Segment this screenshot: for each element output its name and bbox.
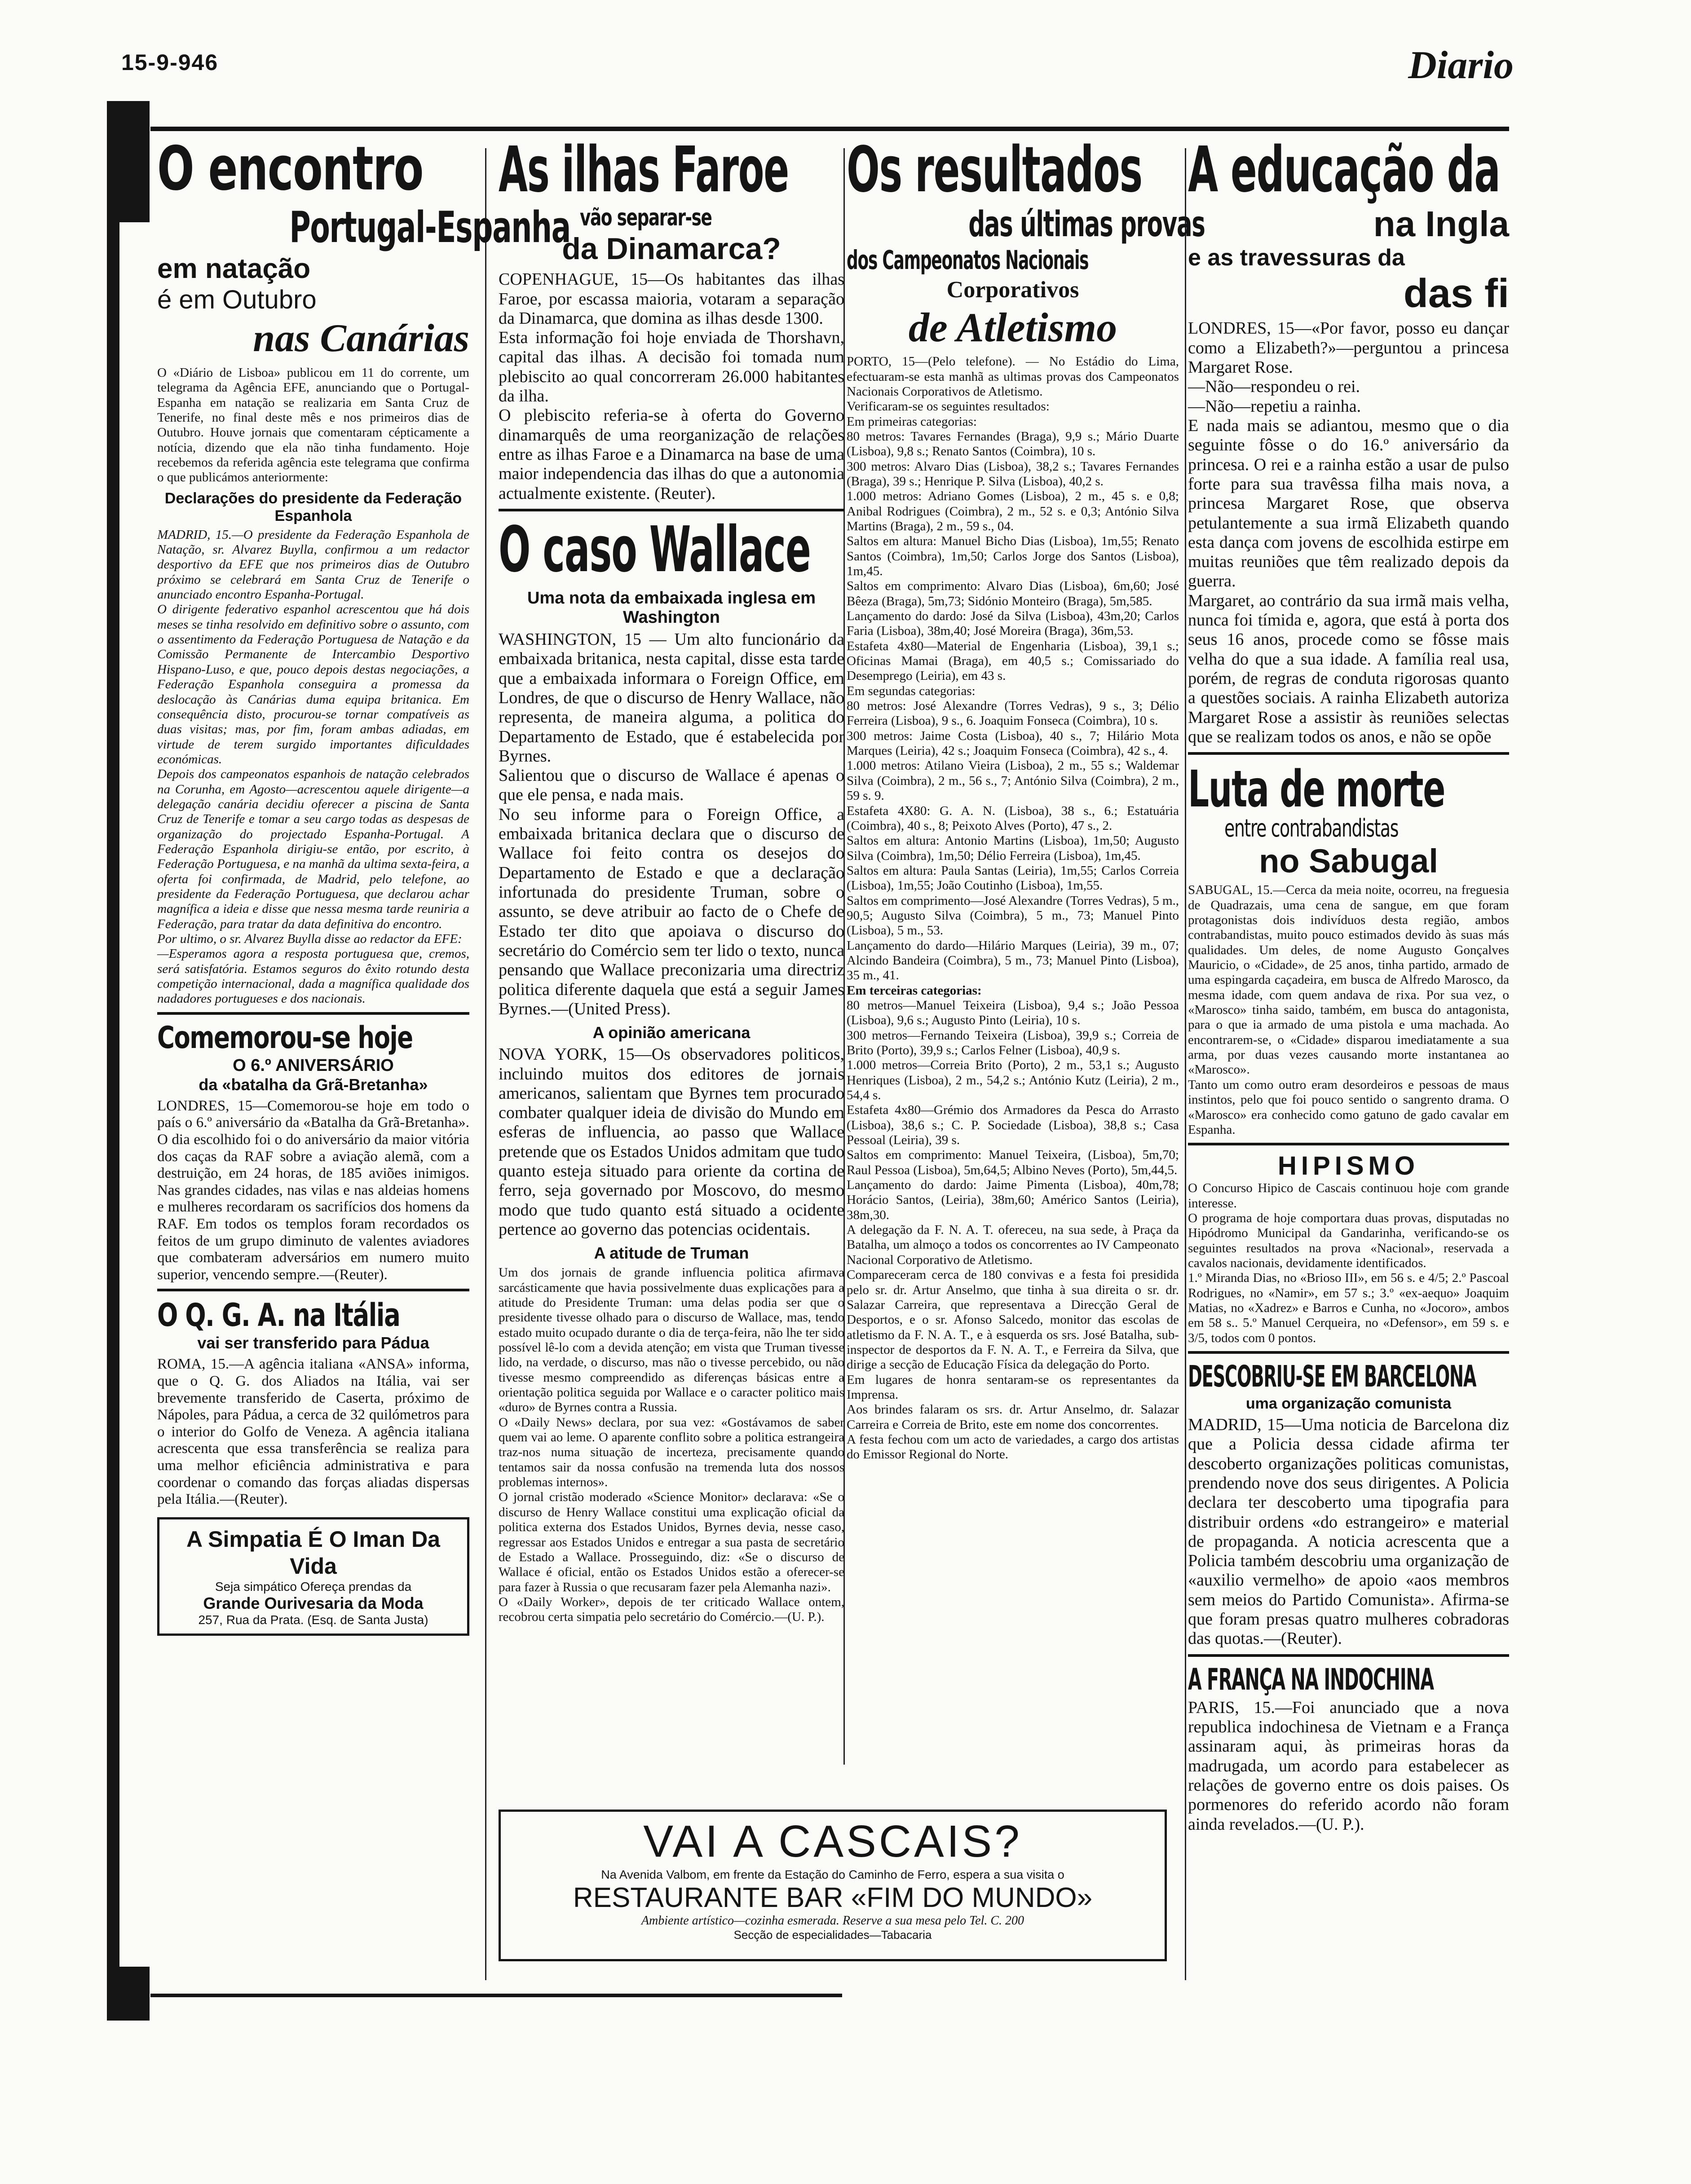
- paragraph: ROMA, 15.—A agência italiana «ANSA» informa, que o Q. G. dos Aliados na Itália, vai ser brevemente transferido de Caserta, próximo de Nápoles, para Pádua, a cerca de 32 quilómetros para o interior do Golfo de Veneza. A agência italiana acrescenta que essa transferência se realiza para uma melhor eficiência administrativa e para coordenar o comando das forças aliadas dispersas pela Itália.—(Reuter).: [157, 1356, 469, 1508]
- paragraph: Compareceram cerca de 180 convivas e a festa foi presidida pelo sr. dr. Artur Anselmo, que tinha à sua direita o sr. dr. Salazar Carreira, que representava a Direcção Geral de Desportos, e o sr. Afonso Salcedo, monitor das escolas de atletismo da F. N. A. T., e à esquerda os srs. José Batalha, sub-inspector de desportos da F. N. A. T., e Ferreira da Silva, que dirige a secção de Educação Física da delegação do Porto.: [847, 1268, 1179, 1372]
- paragraph: O dirigente federativo espanhol acrescentou que há dois meses se tinha resolvido em definitivo sobre o assunto, com o assentimento da Federação Portuguesa de Natação e da Comissão Permanente de Intercambio Desportivo Hispano-Luso, e que, pouco depois destas negociações, a Federação Espanhola conseguira a promessa da deslocação às Canárias duma equipa britanica. Em consequência disto, procurou-se tornar compatíveis as duas visitas; mas, por fim, foram ambas adiadas, em virtude de terem surgido importantes dificuldades económicas.: [157, 602, 469, 766]
- divider: [157, 1289, 469, 1291]
- paragraph: NOVA YORK, 15—Os observadores politicos, incluindo muitos dos editores de jornais americanos, salientam que Byrnes tem procurado combater qualquer ideia de divisão do Mundo em esferas de influencia, ao passo que Wallace pretende que os Estados Unidos admitam que tudo quanto esteja situado para oriente da cortina de ferro, seja governado por Moscovo, do mesmo modo que tudo quanto está situado a ocidente pertence ao governo das potencias ocidentais.: [499, 1045, 844, 1239]
- article-educacao: [1188, 133, 1509, 1834]
- subheadline: das últimas provas: [968, 204, 1205, 245]
- headline: Os resultados: [847, 133, 1142, 207]
- headline: O encontro: [157, 133, 423, 204]
- subheadline: O 6.º ANIVERSÁRIO: [233, 1056, 394, 1075]
- paragraph: —Não—respondeu o rei.: [1188, 377, 1360, 396]
- section-headline: HIPISMO: [1278, 1151, 1419, 1181]
- subheadline: de Atletismo: [908, 304, 1117, 351]
- subheadline: em natação: [157, 253, 311, 284]
- subheadline: na Ingla: [1373, 204, 1509, 244]
- paragraph: WASHINGTON, 15 — Um alto funcionário da embaixada britanica, nesta capital, disse esta tarde que a embaixada informara o Foreign Office, em Londres, de que o discurso de Henry Wallace, não representa, de maneira alguma, a politica do Departamento de Estado, que é estabelecida por Byrnes.: [499, 630, 844, 766]
- paragraph: A delegação da F. N. A. T. ofereceu, na sua sede, à Praça da Batalha, um almoço a todos os concorrentes ao IV Campeonato Nacional Corporativo de Atletismo.: [847, 1223, 1179, 1267]
- paragraph: —Esperamos agora a resposta portuguesa que, cremos, será satisfatória. Estamos seguros do êxito rotundo desta competição internacional, dada a magnífica qualidade dos nadadores portugueses e dos nacionais.: [157, 947, 469, 1006]
- paragraph: Estafeta 4x80—Grémio dos Armadores da Pesca do Arrasto (Lisboa), 38,6 s.; C. P. Sociedade (Lisboa), 38,8 s.; Casa Pessoal (Leiria), 39 s.: [847, 1103, 1179, 1148]
- paragraph: 1.º Miranda Dias, no «Brioso III», em 56 s. e 4/5; 2.º Pascoal Rodrigues, no «Namir», em 57 s.; 3.º «ex-aequo» Joaquim Matias, no «Xadrez» e Barros e Cunha, no «Jocoro», ambos em 58 s.. 5.º Manuel Cerqueira, no «Defensor», em 59 s. e 3/5, todos com 0 pontos.: [1188, 1271, 1509, 1345]
- paragraph: O programa de hoje comportara duas provas, disputadas no Hipódromo Municipal da Gandarinha, verificando-se os seguintes resultados na prova «Nacional», reservada a cavalos nacionais, devidamente identificados.: [1188, 1211, 1509, 1270]
- paragraph: PARIS, 15.—Foi anunciado que a nova republica indochinesa de Vietnam e a França assinaram aqui, às primeiras horas da madrugada, um acordo para estabelecer as relações de governo entre os dois paises. Os pormenores do referido acordo não foram ainda revelados.—(U. P.).: [1188, 1698, 1509, 1834]
- paragraph: Verificaram-se os seguintes resultados:: [847, 399, 1050, 414]
- subheadline: da «batalha da Grã-Bretanha»: [199, 1075, 428, 1094]
- paragraph: E nada mais se adiantou, mesmo que o dia seguinte fôsse o do 16.º aniversário da princesa. O rei e a rainha estão a usar de pulso forte para sua travêssa filha mais nova, a princesa Margaret Rose, que observa petulantemente a sua irmã Elizabeth quando esta dança com jovens de escolhida estirpe em muitas reuniões que têm realizado depois da guerra.: [1188, 416, 1509, 591]
- paragraph: Estafeta 4x80—Material de Engenharia (Lisboa), 39,1 s.; Oficinas Mamai (Braga), em 40,5 s.; Comissariado do Desemprego (Leiria), em 43 s.: [847, 638, 1179, 683]
- paragraph: Aos brindes falaram os srs. dr. Artur Anselmo, dr. Salazar Carreira e Correia de Brito, este em nome dos concorrentes.: [847, 1402, 1179, 1432]
- subheadline: uma organização comunista: [1245, 1395, 1452, 1412]
- bottom-left-marker: [107, 1967, 150, 2021]
- subheadline: dos Campeonatos Nacionais: [847, 245, 1089, 275]
- headline: DESCOBRIU-SE EM BARCELONA: [1188, 1359, 1476, 1394]
- paragraph: Em segundas categorias:: [847, 683, 976, 698]
- ad-title: A Simpatia É O Iman Da Vida: [186, 1526, 440, 1579]
- paragraph: PORTO, 15—(Pelo telefone). — No Estádio do Lima, efectuaram-se esta manhã as ultimas provas dos Campeonatos Nacionais Corporativos de Atletismo.: [847, 354, 1179, 399]
- section-title: Declarações do presidente da Federação Espanhola: [164, 489, 462, 524]
- divider: [1188, 1143, 1509, 1145]
- section-title: A atitude de Truman: [594, 1244, 749, 1263]
- headline: Luta de morte: [1188, 760, 1445, 819]
- article-natacao: [157, 133, 570, 1636]
- subheadline: Corporativos: [946, 277, 1079, 303]
- paragraph: LONDRES, 15—«Por favor, posso eu dançar como a Elizabeth?»—perguntou a princesa Margaret Rose.: [1188, 319, 1509, 377]
- paragraph: Em terceiras categorias:: [847, 983, 982, 998]
- column-rule: [485, 148, 486, 1980]
- divider: [157, 1012, 469, 1015]
- divider: [1188, 1654, 1509, 1657]
- subheadline: nas Canárias: [253, 316, 469, 360]
- subheadline: entre contrabandistas: [1224, 814, 1399, 843]
- ad-title: VAI A CASCAIS?: [643, 1816, 1022, 1867]
- advertisement: [157, 1517, 469, 1636]
- divider: [499, 509, 844, 511]
- paragraph: Lançamento do dardo: José da Silva (Lisboa), 43m,20; Carlos Faria (Lisboa), 38m,40; José Moreira (Braga), 36m,53.: [847, 609, 1179, 638]
- paragraph: O «Daily Worker», depois de ter criticado Wallace ontem, recobrou certa simpatia pelo secretário do Comércio.—(U. P.).: [499, 1594, 844, 1625]
- headline: As ilhas Faroe: [499, 133, 789, 207]
- ad-text: Ambiente artístico—cozinha esmerada. Reserve a sua mesa pelo Tel. C. 200: [641, 1914, 1024, 1928]
- paragraph: Por ultimo, o sr. Alvarez Buylla disse ao redactor da EFE:: [157, 932, 462, 946]
- ad-text: RESTAURANTE BAR «FIM DO MUNDO»: [573, 1882, 1093, 1913]
- paragraph: —Não—repetiu a rainha.: [1188, 396, 1361, 416]
- issue-date: 15-9-946: [121, 50, 219, 75]
- masthead: Diario: [1408, 44, 1514, 87]
- subheadline: e as travessuras da: [1188, 245, 1405, 271]
- paragraph: O plebiscito referia-se à oferta do Governo dinamarquês de uma reorganização de relações entre as ilhas Faroe e a Dinamarca na base de uma maior independencia das ilhas do que a autonomia actualmente existente. (Reuter).: [499, 406, 844, 503]
- paragraph: Saltos em comprimento—José Alexandre (Torres Vedras), 5 m., 90,5; Augusto Silva (Coimbra), 5 m., 73; Manuel Pinto (Lisboa), 5 m., 53.: [847, 893, 1179, 938]
- paragraph: 1.000 metros—Correia Brito (Porto), 2 m., 53,1 s.; Augusto Henriques (Lisboa), 2 m., 54,2 s.; António Kutz (Leiria), 2 m., 54,4 s.: [847, 1058, 1179, 1103]
- subheadline: vai ser transferido para Pádua: [197, 1334, 429, 1352]
- ad-text: Seja simpático Ofereça prendas da: [215, 1579, 412, 1594]
- divider: [1188, 1351, 1509, 1354]
- paragraph: Lançamento do dardo: Jaime Pimenta (Lisboa), 40m,78; Horácio Santos, (Leiria), 38m,60; Américo Santos (Leiria), 38m,30.: [847, 1178, 1179, 1222]
- paragraph: Margaret, ao contrário da sua irmã mais velha, nunca foi tímida e, agora, que está à porta dos seus 16 anos, procede como se fôsse mais velha do que a sua idade. A família real usa, porém, de regras de conduta rigorosas quanto a questões sociais. A rainha Elizabeth autoriza Margaret Rose a assistir às reuniões selectas que se realizam todos os anos, e não se opõe: [1188, 591, 1509, 746]
- paragraph: MADRID, 15.—O presidente da Federação Espanhola de Natação, sr. Alvarez Buylla, confirmou a um redactor desportivo da EFE que nos primeiros dias de Outubro próximo se celebrará em Santa Cruz de Tenerife o anunciado encontro Espanha-Portugal.: [157, 527, 469, 602]
- section-title: A opinião americana: [592, 1023, 751, 1042]
- paragraph: Em lugares de honra sentaram-se os representantes da Imprensa.: [847, 1372, 1179, 1402]
- paragraph: O jornal cristão moderado «Science Monitor» declarava: «Se o discurso de Henry Wallace constitui uma explicação oficial da politica externa dos Estados Unidos, Byrnes devia, nesse caso, regressar aos Estados Unidos e entregar a sua pasta de secretário de Estado a Wallace. Prosseguindo, diz: «Se o discurso de Wallace é oficial, então os Estados Unidos estão a oferecer-se para fazer à Russia o que recusaram fazer pela Alemanha nazi».: [499, 1490, 844, 1594]
- subheadline: vão separar-se: [580, 204, 712, 231]
- paragraph: 300 metros—Fernando Teixeira (Lisboa), 39,9 s.; Correia de Brito (Porto), 39,9 s.; Carlos Felner (Lisboa), 40,9 s.: [847, 1028, 1179, 1057]
- paragraph: Um dos jornais de grande influencia politica afirmava sarcásticamente que havia possivelmente duas explicações para a atitude do Presidente Truman: uma delas podia ser que o presidente tivesse olhado para o discurso de Wallace, mas, tendo estado muito ocupado durante o dia de terça-feira, não lhe ter sido possível lê-lo com a devida atenção; em vista que Truman tivesse lido, na verdade, o discurso, mas não o tivesse percebido, ou não tivesse mesmo compreendido as diferenças básicas entre a orientação politica seguida por Wallace e o caracter politico mais «duro» de Byrnes contra a Russia.: [499, 1265, 844, 1415]
- paragraph: Saltos em altura: Paula Santas (Leiria), 1m,55; Carlos Correia (Lisboa), 1m,55; João Coutinho (Lisboa), 1m,55.: [847, 863, 1179, 893]
- article-faroe: [499, 133, 844, 1625]
- paragraph: 80 metros—Manuel Teixeira (Lisboa), 9,4 s.; João Pessoa (Lisboa), 9,6 s.; Augusto Pinto (Leiria), 10 s.: [847, 998, 1179, 1028]
- divider: [1188, 752, 1509, 755]
- paragraph: Tanto um como outro eram desordeiros e pessoas de maus instintos, pelo que foi pouco sentido o sangrento drama. O «Marosco» era conhecido como gatuno de gado cavalar em Espanha.: [1188, 1077, 1509, 1137]
- column-rule: [1185, 148, 1186, 1980]
- headline: O Q. G. A. na Itália: [157, 1297, 400, 1334]
- left-border-bar: [107, 139, 119, 2003]
- paragraph: Saltos em comprimento: Manuel Teixeira, (Lisboa), 5m,70; Raul Pessoa (Lisboa), 5m,64,5; Albino Neves (Porto), 5m,44,5.: [847, 1148, 1179, 1177]
- paragraph: Estafeta 4X80: G. A. N. (Lisboa), 38 s., 6.; Estatuária (Coimbra), 40 s., 8; Peixoto Alves (Porto), 47 s., 2.: [847, 803, 1179, 833]
- paragraph: 1.000 metros: Atilano Vieira (Lisboa), 2 m., 55 s.; Waldemar Silva (Coimbra), 2 m., 56 s., 7; António Silva (Coimbra), 2 m., 59 s. 9.: [847, 758, 1179, 803]
- subheadline: da Dinamarca?: [562, 232, 781, 266]
- paragraph: Esta informação foi hoje enviada de Thorshavn, capital das ilhas. A decisão foi tomada num plebiscito ao qual concorreram 26.000 habitantes da ilha.: [499, 328, 844, 406]
- paragraph: A festa fechou com um acto de variedades, a cargo dos artistas do Emissor Regional do Norte.: [847, 1432, 1179, 1462]
- subheadline: Uma nota da embaixada inglesa em Washington: [527, 588, 816, 627]
- ad-text: Grande Ourivesaria da Moda: [203, 1594, 424, 1612]
- paragraph: O Concurso Hipico de Cascais continuou hoje com grande interesse.: [1188, 1181, 1509, 1211]
- subheadline: no Sabugal: [1259, 842, 1438, 880]
- subheadline: é em Outubro: [157, 285, 317, 315]
- paragraph: Em primeiras categorias:: [847, 414, 977, 429]
- ad-text: Secção de especialidades—Tabacaria: [733, 1928, 932, 1942]
- top-rule: [150, 127, 1509, 131]
- paragraph: Lançamento do dardo—Hilário Marques (Leiria), 39 m., 07; Alcindo Bandeira (Coimbra), 5 m., 73; Manuel Pinto (Lisboa), 35 m., 41.: [847, 938, 1179, 983]
- paragraph: O «Daily News» declara, por sua vez: «Gostávamos de saber quem vai ao leme. O aparente conflito sobre a politica estrangeira traz-nos numa situação de incerteza, precisamente quando tentamos sair da nossa confusão na tremenda luta dos nossos problemas internos».: [499, 1415, 844, 1490]
- paragraph: LONDRES, 15—Comemorou-se hoje em todo o país o 6.º aniversário da «Batalha da Grã-Bretanha». O dia escolhido foi o do aniversário da maior vitória dos caças da RAF sobre a aviação alemã, com a destruição, em 24 horas, de 185 aviões inimigos. Nas grandes cidades, nas vilas e nas aldeias homens e mulheres recordaram os sacrifícios dos homens da RAF. Em todos os templos foram recordados os feitos de um grupo diminuto de valentes aviadores que combateram adversários em numero muito superior, vencendo sempre.—(Reuter).: [157, 1097, 469, 1283]
- paragraph: 80 metros: José Alexandre (Torres Vedras), 9 s., 3; Délio Ferreira (Lisboa), 9 s., 6. Joaquim Fonseca (Coimbra), 10 s.: [847, 699, 1179, 728]
- article-atletismo: [847, 133, 1205, 1462]
- paragraph: SABUGAL, 15.—Cerca da meia noite, ocorreu, na freguesia de Quadrazais, uma cena de sangue, em que foram protagonistas dois indivíduos desta região, ambos contrabandistas, muito pouco estimados devido às suas más qualidades. Um deles, de nome Augusto Gonçalves Mauricio, o «Cidade», de 25 anos, tinha partido, armado de uma espingarda caçadeira, em busca de Alfredo Marosco, da mesma idade, com quem andava de rixa. Por sua vez, o «Marosco» tinha saido, também, em busca do antagonista, para o que ia armado de uma pistola e uma machada. Ao encontrarem-se, o «Cidade» disparou imediatamente a sua arma, por duas vezes causando morte instantanea ao «Marosco».: [1188, 883, 1509, 1077]
- paragraph: MADRID, 15—Uma noticia de Barcelona diz que a Policia dessa cidade afirma ter descoberto organizações politicas comunistas, prendendo nove dos seus dirigentes. A Policia declara ter descoberto uma tipografia para distribuir ordens «do estrangeiro» e material de propaganda. A noticia acrescenta que a Policia também descobriu uma organização de «auxilio vermelho» de apoio «aos membros sem meios do Partido Comunista». Afirma-se que foram presas quatro mulheres cobradoras das quotas.—(Reuter).: [1188, 1415, 1509, 1648]
- headline: A educação da: [1188, 133, 1500, 207]
- paragraph: COPENHAGUE, 15—Os habitantes das ilhas Faroe, por escassa maioria, votaram a separação da Dinamarca, que domina as ilhas desde 1300.: [499, 270, 844, 328]
- paragraph: 1.000 metros: Adriano Gomes (Lisboa), 2 m., 45 s. e 0,8; Anibal Rodrigues (Coimbra), 2 m., 52 s. e 0,3; António Silva Martins (Braga), 2 m., 59 s., 04.: [847, 489, 1179, 533]
- headline: O caso Wallace: [499, 513, 811, 586]
- subheadline: das fi: [1403, 271, 1509, 317]
- paragraph: Salientou que o discurso de Wallace é apenas o que ele pensa, e nada mais.: [499, 766, 844, 805]
- paragraph: Depois dos campeonatos espanhois de natação celebrados na Corunha, em Agosto—acrescentou aquele dirigente—a delegação canária decidiu oferecer a piscina de Santa Cruz de Tenerife e tomar a seu cargo todas as despesas de organização do projectado Espanha-Portugal. A Federação Espanhola dirigiu-se então, por escrito, à Federação Portuguesa, e na manhã da ultima sexta-feira, a oferta foi confirmada, de Madrid, pelo telefone, ao presidente da Federação Portuguesa, que declarou achar magnífica a ideia e disse que nessa mesma tarde reuniria a Federação, para tratar da data definitiva do encontro.: [157, 767, 469, 931]
- paragraph: 80 metros: Tavares Fernandes (Braga), 9,9 s.; Mário Duarte (Lisboa), 9,8 s.; Renato Santos (Coimbra), 10 s.: [847, 429, 1179, 459]
- paragraph: Saltos em altura: Manuel Bicho Dias (Lisboa), 1m,55; Renato Santos (Coimbra), 1m,50; Carlos Jorge dos Santos (Lisboa), 1m,45.: [847, 534, 1179, 578]
- paragraph: 300 metros: Jaime Costa (Lisboa), 40 s., 7; Hilário Mota Marques (Leiria), 42 s.; Joaquim Fonseca (Coimbra), 42 s., 4.: [847, 728, 1179, 758]
- article-lead: O «Diário de Lisboa» publicou em 11 do corrente, um telegrama da Agência EFE, anunciando que o Portugal-Espanha em natação se realizaria em Santa Cruz de Tenerife, no final deste mês e nos primeiros dias de Outubro. Houve jornais que comentaram cépticamente a notícia, dizendo que ela não tinha fundamento. Hoje recebemos da referida agência este telegrama que confirma o que publicámos anteriormente:: [157, 365, 469, 485]
- paragraph: No seu informe para o Foreign Office, a embaixada britanica declara que o discurso de Wallace foi feito contra os desejos do Departamento de Estado e que a declaração infortunada do presidente Truman, sobre o assunto, se deve atribuir ao facto de o Chefe de Estado ter dito que apoiava o discurso do secretário do Comércio sem ter lido o texto, nunca pensando que Wallace preconizaria uma directriz politica diferente daquela que está a seguir James Byrnes.—(United Press).: [499, 805, 844, 1018]
- subheadline: Portugal-Espanha: [289, 203, 570, 252]
- bottom-rule: [150, 1994, 842, 1997]
- paragraph: Saltos em comprimento: Alvaro Dias (Lisboa), 6m,60; José Bêeza (Braga), 5m,73; Sidónio Monteiro (Braga), 5m,585.: [847, 579, 1179, 608]
- ad-text: Na Avenida Valbom, em frente da Estação do Caminho de Ferro, espera a sua visita o: [601, 1868, 1064, 1881]
- ad-text: 257, Rua da Prata. (Esq. de Santa Justa): [198, 1612, 428, 1627]
- advertisement-cascais: [499, 1810, 1167, 1961]
- headline: Comemorou-se hoje: [157, 1020, 413, 1056]
- headline: A FRANÇA NA INDOCHINA: [1188, 1662, 1434, 1697]
- paragraph: 300 metros: Alvaro Dias (Lisboa), 38,2 s.; Tavares Fernandes (Braga), 39 s.; Henrique P. Silva (Lisboa), 40,2 s.: [847, 459, 1179, 489]
- paragraph: Saltos em altura: Antonio Martins (Lisboa), 1m,50; Augusto Silva (Coimbra), 1m,50; Délio Ferreira (Lisboa), 1m,45.: [847, 833, 1179, 863]
